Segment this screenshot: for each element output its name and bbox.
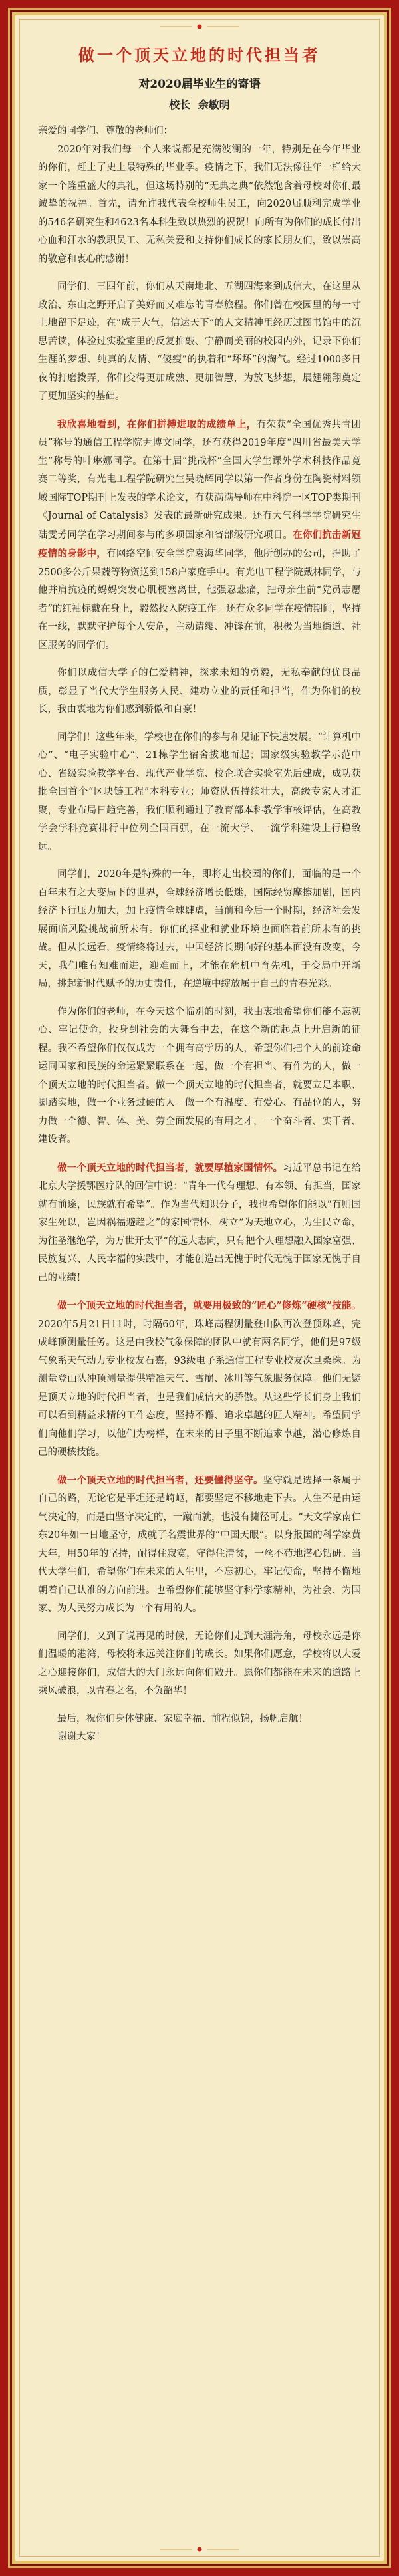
paragraph-highlight: 在你们抗击新冠疫情的身影中， [38, 529, 361, 559]
paragraph-text: 坚守就是选择一条属于自己的路，无论它是平坦还是崎岖，都要坚定不移地走下去。人生不是由运气决定的，而是由坚守决定的，一蹴而就，也没有捷径可走。“天文学家南仁东20年如一日地坚守，成就了名震世界的“中国天眼”。以身报国的科学家黄大年，用50年的坚持，耐得住寂寞，守得住清贫，一丝不苟地潜心钻研。当代大学生们，希望你们在未来的人生里，不忘初心，牢记使命，坚持不懈地朝着自己认准的方向前进。也希望你们能够坚守科学家精神，为社会、为国家、为人民努力成长为一个有用的人。 [38, 1475, 361, 1614]
paragraph-highlight: 我欣喜地看到，在你们拼搏进取的成绩单上， [57, 418, 257, 430]
body-paragraphs [38, 141, 361, 1701]
paragraph-text: 同学们，三四年前，你们从天南地北、五湖四海来到成信大，在这里从政治、东山之野开启了美好而又难忘的青春旅程。你们曾在校园里的每一寸土地留下足迹，在“成于大气，信达天下”的人文精神里经历过图书馆中的沉思苦读，体验过实验室里的反复推敲、宁静而美丽的校园内外，记录下你们生涯的梦想、纯真的友情、“傻瘦”的执着和“坏坏”的淘气。经过1000多日夜的打磨拨弄，你们变得更加成熟、更加智慧，为放飞梦想，展翅翱翔奠定了更加坚实的基础。 [38, 281, 361, 402]
body-paragraph [38, 416, 361, 656]
paragraph-text: 作为你们的老师，在今天这个临别的时刻，我由衷地希望你们能不忘初心、牢记使命，投身到社会的大舞台中去，在这个新的起点上开启新的征程。我不希望你们仅仅成为一个拥有高学历的人，希望你们把个人的前途命运同国家和民族的命运紧紧联系在一起，做一个有担当、有作为的人，做一个顶天立地的时代担当者。做一个顶天立地的时代担当者，就要立足本职、脚踏实地，做一个业务过硬的人。做一个有温度、有爱心、有品位的人，努力做一个德、智、体、美、劳全面发展的有用之才，一个奋斗者、实干者、建设者。 [38, 1006, 361, 1145]
closing-thanks: 谢谢大家！ [57, 1732, 106, 1742]
body-paragraph [38, 1472, 361, 1618]
paragraph-text: 2020年5月21日11时，时隔60年，珠峰高程测量登山队再次登顶珠峰，完成峰顶测量任务。这是由我校气象保障的团队中就有两名同学，他们是97级气象系天气动力专业校友石嘉，93级电子系通信工程专业校友次旦桑珠。为测量登山队冲顶测量提供精准天气、雪崩、冰川等气象服务保障。他们无疑是顶天立地的时代担当者，也是我们成信大的骄傲。从这些学长们身上我们可以看到精益求精的工作态度，坚持不懈、追求卓越的匠人精神。希望同学们向他们学习，以他们为榜样，在未来的日子里不断追求卓越，潜心修炼自己的硬核技能。 [38, 1319, 361, 1458]
body-paragraph [38, 278, 361, 406]
document-title: 做一个顶天立地的时代担当者 [78, 45, 321, 64]
body-paragraph [38, 729, 361, 857]
paragraph-text: 同学们！这些年来，学校也在你们的参与和见证下快速发展。“计算机中心”、“电子实验中心”、21栋学生宿舍拔地而起；国家级实验教学示范中心、省级实验教学平台、现代产业学院、校企联合实验室先后建成，成功获批全国首个“区块链工程”本科专业；师资队伍持续壮大，高级专家人才汇聚，专业布局日趋完善，我们顺利通过了教育部本科教学审核评估，在高教学会学科竞赛排行中位列全国百强，在一流大学、一流学科建设上行稳致远。 [38, 731, 361, 852]
bottom-ornament-icon [160, 2546, 239, 2553]
poster-frame [12, 12, 387, 2564]
body-paragraph [38, 664, 361, 719]
body-paragraph [38, 1628, 361, 1701]
paragraph-highlight: 做一个顶天立地的时代担当者，就要厚植家国情怀。 [57, 1162, 283, 1174]
top-ornament-icon [160, 23, 239, 30]
paragraph-text: 你们以成信大学子的仁爱精神，探求未知的勇毅，无私奉献的优良品质，彰显了当代大学生服务人民、建功立业的责任和担当，作为你们的校长，我由衷地为你们感到骄傲和自豪！ [38, 668, 361, 715]
closing-wish: 最后，祝你们身体健康、家庭幸福、前程似锦，扬帆启航！ [57, 1713, 308, 1724]
document-subtitle: 对2020届毕业生的寄语 [138, 78, 261, 91]
paragraph-text: 2020年对我们每一个人来说都是充满波澜的一年，特别是在今年毕业的你们，赶上了史上最特殊的毕业季。疫情之下，我们无法像往年一样给大家一个隆重盛大的典礼，但这场特别的“无典之典”依然饱含着母校对你们最诚挚的祝福。首先，请允许我代表全校师生员工，向2020届顺利完成学业的546名研究生和4623名本科生致以热烈的祝贺！向所有为你们的成长付出心血和汗水的教职员工、无私关爱和支持你们成长的家长朋友们，致以崇高的敬意和衷心的感谢！ [38, 144, 361, 265]
paragraph-text: 习近平总书记在给北京大学援鄂医疗队的回信中说：“青年一代有理想、有本领、有担当，国家就有前途，民族就有希望”。作为当代知识分子，我也希望你们能以“有则国家生死以，岂因祸福避趋之”的家国情怀，树立“为天地立心，为生民立命，为往圣继绝学，为万世开太平”的远大志向，只有把个人理想融入国家富强、民族复兴、人民幸福的实践中，才能创造出无愧于时代无愧于国家无愧于自己的业绩！ [38, 1162, 361, 1283]
paragraph-text: 有荣获“全国优秀共青团员”称号的通信工程学院尹博文同学，还有获得2019年度“四川省最美大学生”称号的叶琳娜同学。在第十届“挑战杯”全国大学生课外学术科技作品竞赛二等奖，有光电工程学院研究生吴晓辉同学以第一作者身份在陶瓷材料领域国际TOP期刊上发表的学术论文，有获满满导师在中科院一区TOP类期刊《Journal of Catalysis》发表的最新研究成果。还有大气科学学院研究生陆雯芳同学在学习期间参与的多项国家和省部级研究项目。 [38, 419, 361, 541]
paragraph-highlight: 做一个顶天立地的时代担当者，还要懂得坚守。 [57, 1474, 263, 1486]
body-paragraph [38, 866, 361, 994]
paragraph-highlight: 做一个顶天立地的时代担当者，就要用极致的“匠心”修炼“硬核”技能。 [57, 1300, 361, 1311]
body-paragraph [38, 1003, 361, 1150]
greeting: 亲爱的同学们、尊敬的老师们： [38, 126, 173, 136]
body-paragraph [38, 1297, 361, 1462]
document-author: 校长 余敏明 [169, 98, 230, 111]
paragraph-text: 同学们，又到了说再见的时候，无论你们走到天涯海角，母校永远是你们温暖的港湾，母校将永远关注你们的成长。如果你们愿意，学校将以大爱之心迎接你们，成信大的大门永远向你们敞开。愿你们都能在未来的道路上乘风破浪，以青春之名，不负韶华！ [38, 1630, 361, 1696]
body-paragraph [38, 1159, 361, 1288]
body-paragraph [38, 141, 361, 269]
paragraph-text: 有网络空间安全学院袁海华同学，他所创办的公司，捐助了2500多公斤果蔬等物资送到158户家庭手中。有光电工程学院戴林同学，与他并肩抗疫的妈妈突发心肌梗塞离世，他强忍悲痛，把母亲生前“党员志愿者”的红袖标戴在身上，毅然投入防疫工作。还有众多同学在疫情期间，坚持在一线，默默守护每个人安危，主动请缨、冲锋在前，积极为当地街道、社区服务的同学们。 [38, 549, 361, 651]
document-content [38, 42, 361, 1747]
paragraph-text: 同学们，2020年是特殊的一年，即将走出校园的你们，面临的是一个百年未有之大变局下的世界，全球经济增长低迷，国际经贸摩擦加剧，国内经济下行压力加大，加上疫情全球肆虐，当前和今后一个时期，经济社会发展面临风险挑战前所未有。你们的择业和就业环境也面临着前所未有的挑战。但从长远看，疫情终将过去，中国经济长期向好的基本面没有改变，今天，我们唯有知难而进，迎难而上，才能在危机中育先机，于变局中开新局，挑起新时代赋予的历史责任，在逆境中绽放属于自己的青春光彩。 [38, 869, 361, 989]
